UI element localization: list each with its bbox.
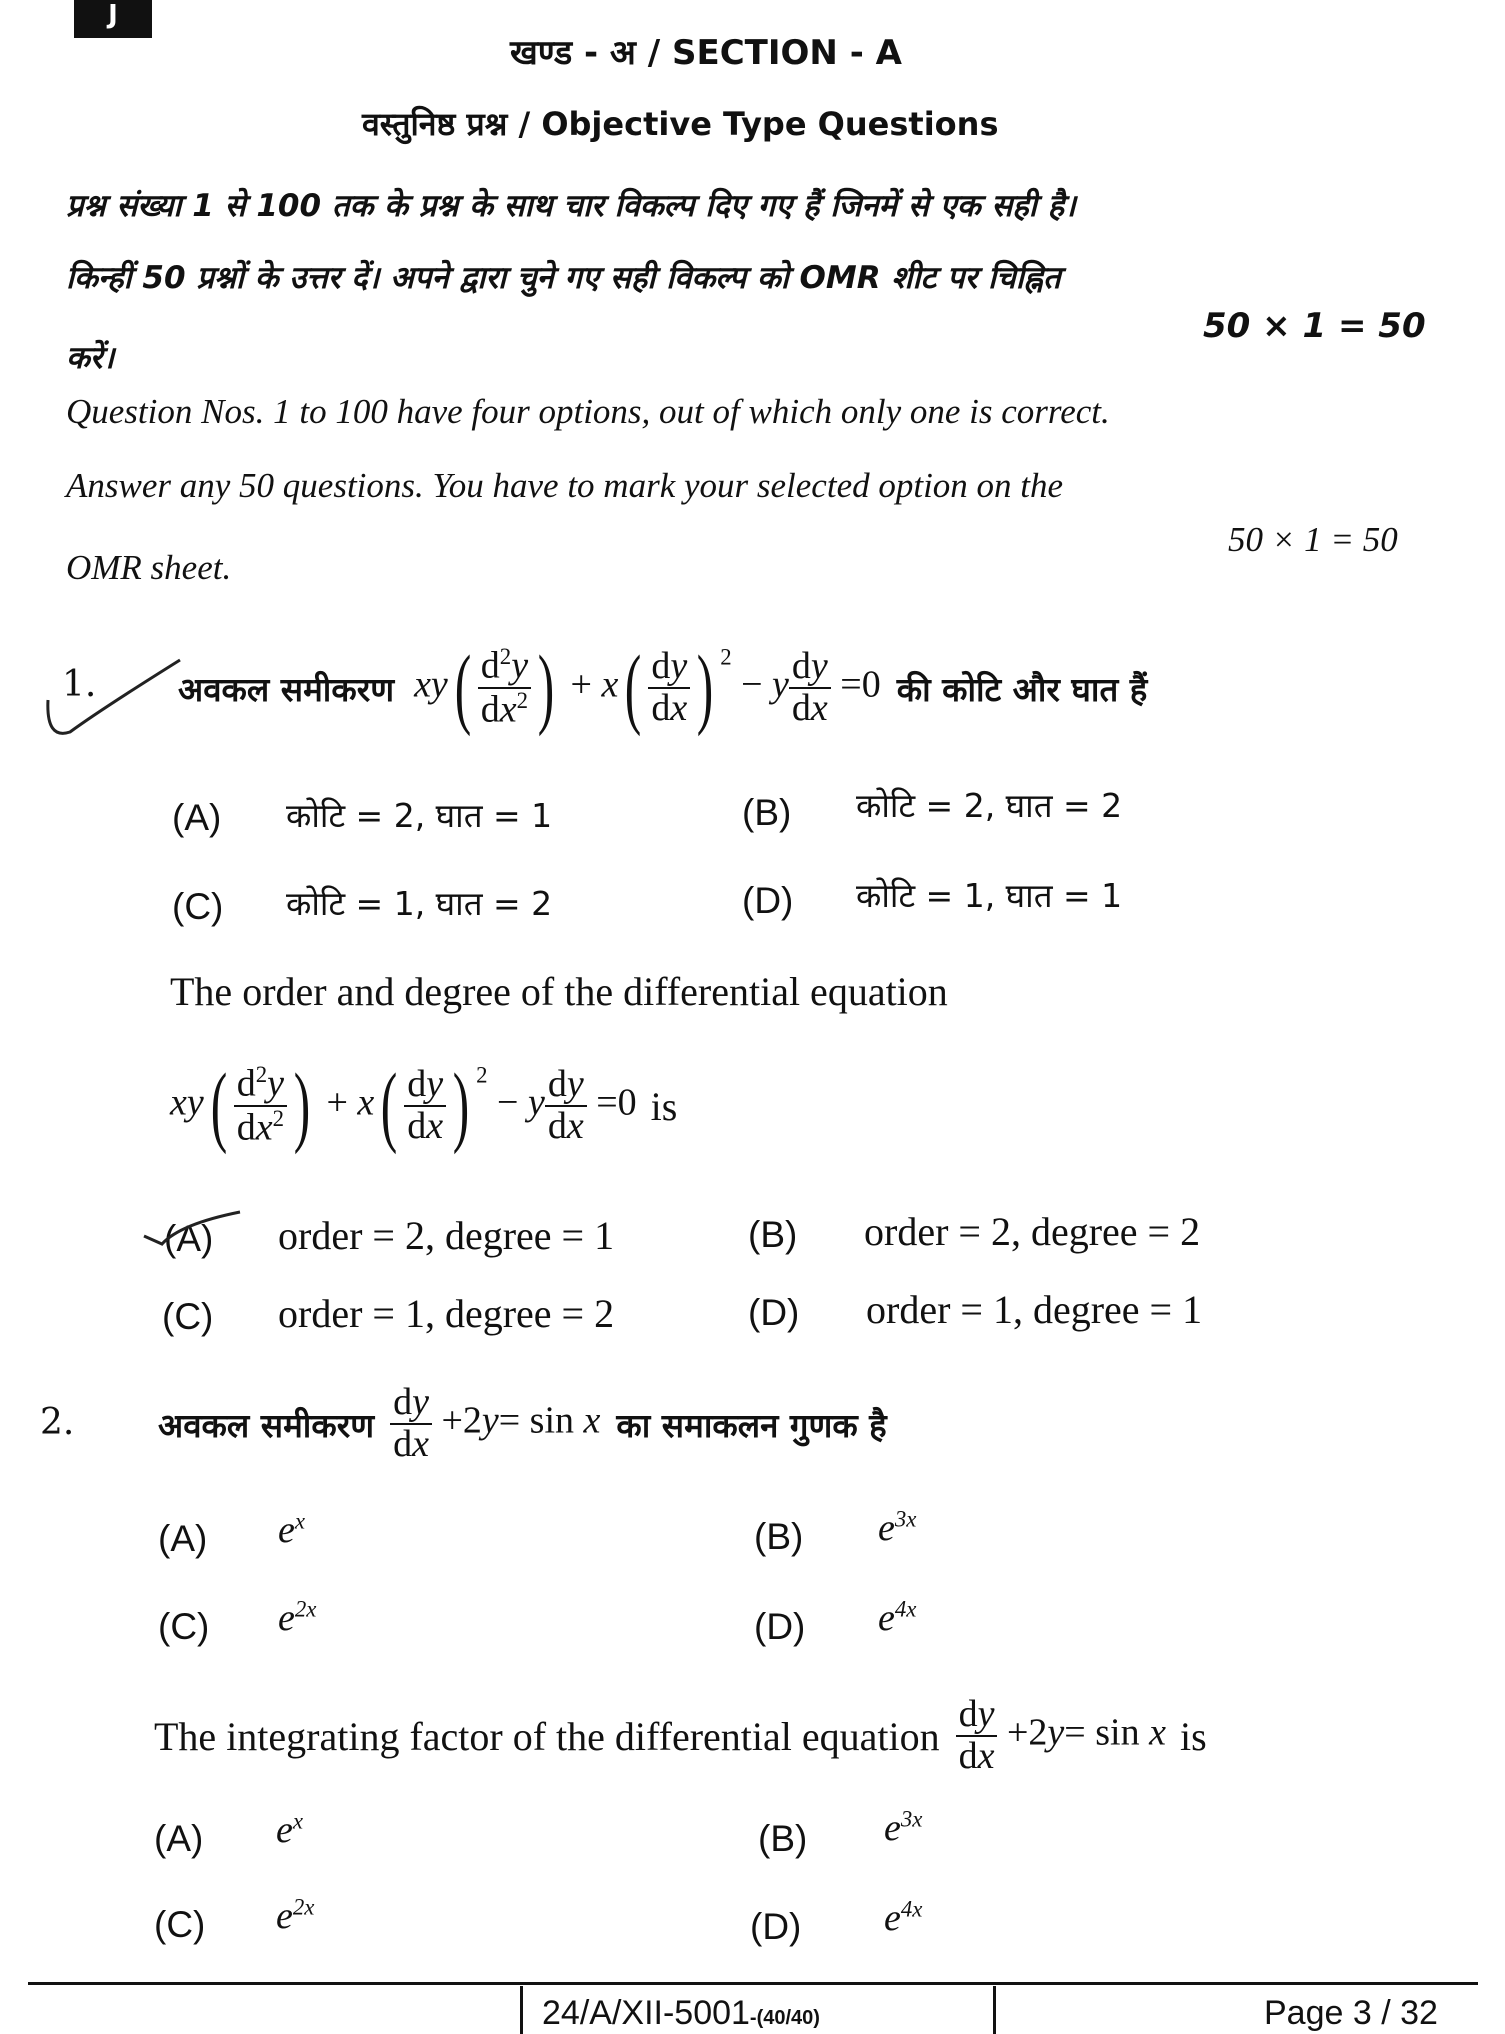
q2-hi-option-a: $e^x$ [278, 1508, 305, 1551]
q2-hi-option-d: $e^{4x}$ [878, 1596, 917, 1639]
q1-hi-option-d-label: (D) [742, 880, 794, 921]
q1-en-suffix: is [650, 1083, 678, 1129]
q2-en-suffix: is [1179, 1713, 1207, 1759]
q1-number: 1. [62, 664, 97, 705]
q2-hi-option-d-label: (D) [754, 1606, 806, 1647]
tick-mark-icon [140, 1206, 250, 1256]
q1-hi-prefix: अवकल समीकरण [178, 669, 395, 709]
q1-en-option-b: order = 2, degree = 2 [864, 1209, 1201, 1254]
q2-en-question [154, 1686, 1207, 1786]
q1-en-equation: xy( $\frac{d^2y}{dx^2}$ ) + x( $\frac{dy}{dx}$ ) $^2$ − y $\frac{dy}{dx}$ =0 [170, 1056, 637, 1155]
instructions-en-line2: Answer any 50 questions. You have to mark your selected option on the [66, 466, 1064, 505]
q1-hi-option-a: कोटि = 2, घात = 1 [286, 796, 553, 835]
q1-en-option-b-label: (B) [748, 1214, 798, 1255]
q1-hi-option-b-label: (B) [742, 792, 792, 833]
q1-en-option-a-label: (A) [164, 1218, 214, 1259]
q1-hi-option-c: कोटि = 1, घात = 2 [286, 884, 553, 923]
section-heading: खण्ड - अ / SECTION - A [510, 33, 902, 73]
q1-en-option-c: order = 1, degree = 2 [278, 1291, 615, 1336]
q2-en-option-b-label: (B) [758, 1818, 808, 1859]
q2-en-option-a-label: (A) [154, 1818, 204, 1859]
q1-en-text: The order and degree of the differential equation [170, 969, 948, 1014]
footer-divider [28, 1982, 1478, 1985]
q2-hi-option-b-label: (B) [754, 1516, 804, 1557]
instructions-hi-marks: 50 × 1 = 50 [1203, 306, 1426, 346]
q2-en-equation: $\frac{dy}{dx}$ +2y= sin x [956, 1695, 1166, 1777]
q2-en-option-d: $e^{4x}$ [884, 1896, 923, 1939]
q2-hi-prefix: अवकल समीकरण [158, 1405, 375, 1445]
q1-en-question [170, 1046, 677, 1166]
objective-heading: वस्तुनिष्ठ प्रश्न / Objective Type Questions [362, 105, 999, 143]
q2-en-option-a: $e^x$ [276, 1808, 303, 1851]
q1-en-option-a: order = 2, degree = 1 [278, 1213, 615, 1258]
instructions-hi-line3: करें। [66, 340, 115, 376]
page-number: Page 3 / 32 [1264, 1994, 1438, 2032]
q2-number: 2. [40, 1402, 75, 1443]
q1-hi-option-c-label: (C) [172, 886, 224, 927]
q2-hi-suffix: का समाकलन गुणक है [616, 1405, 887, 1445]
q1-hi-option-d: कोटि = 1, घात = 1 [856, 876, 1123, 915]
instructions-hi-line2: किन्हीं 50 प्रश्नों के उत्तर दें। अपने द्वारा चुने गए सही विकल्प को OMR शीट पर चिह्नित [66, 260, 1061, 296]
q2-en-option-c: $e^{2x}$ [276, 1894, 315, 1937]
q2-hi-equation: $\frac{dy}{dx}$ +2y= sin x [390, 1383, 600, 1465]
q2-en-option-d-label: (D) [750, 1906, 802, 1947]
q2-en-option-b: $e^{3x}$ [884, 1806, 923, 1849]
q2-hi-option-c: $e^{2x}$ [278, 1596, 317, 1639]
q1-hi-option-a-label: (A) [172, 797, 222, 838]
q1-hi-suffix: की कोटि और घात हैं [896, 669, 1148, 709]
q2-en-option-c-label: (C) [154, 1904, 206, 1945]
q1-hi-equation: xy( $\frac{d^2y}{dx^2}$ ) + x( $\frac{dy}{dx}$ ) $^2$ − y $\frac{dy}{dx}$ =0 [414, 638, 881, 737]
q1-en-option-c-label: (C) [162, 1296, 214, 1337]
instructions-hi-line1: प्रश्न संख्या 1 से 100 तक के प्रश्न के साथ चार विकल्प दिए गए हैं जिनमें से एक सही है। [66, 188, 1076, 224]
instructions-en-line3: OMR sheet. [66, 548, 232, 587]
q1-en-option-d-label: (D) [748, 1292, 800, 1333]
q1-hi-option-b: कोटि = 2, घात = 2 [856, 786, 1123, 825]
q2-en-prefix: The integrating factor of the differential equation [154, 1713, 940, 1759]
q2-hi-option-b: $e^{3x}$ [878, 1506, 917, 1549]
instructions-en-line1: Question Nos. 1 to 100 have four options, out of which only one is correct. [66, 392, 1110, 431]
q1-hi-question [178, 628, 1147, 748]
footer-code: 24/A/XII-5001-(40/40) [542, 1994, 820, 2032]
instructions-en-marks: 50 × 1 = 50 [1228, 520, 1398, 559]
q2-hi-question [158, 1374, 887, 1474]
q1-en-option-d: order = 1, degree = 1 [866, 1287, 1203, 1332]
q2-hi-option-a-label: (A) [158, 1518, 208, 1559]
corner-tab: J [74, 0, 152, 38]
q2-hi-option-c-label: (C) [158, 1606, 210, 1647]
check-mark-icon [40, 640, 190, 750]
